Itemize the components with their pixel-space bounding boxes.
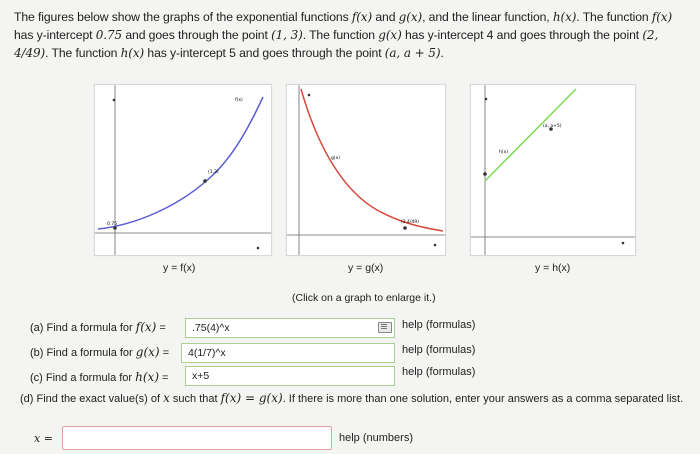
f-curve <box>98 97 263 229</box>
g-curve <box>301 89 443 231</box>
intro-text: has y-intercept <box>14 28 96 42</box>
graph-f-plot <box>95 85 271 255</box>
help-numbers-link[interactable]: help (numbers) <box>339 432 413 444</box>
problem-statement <box>14 8 690 62</box>
math-g-point: (2, 4/49) <box>14 28 659 60</box>
intro-text: . The function <box>302 28 379 42</box>
f-curve-label: f(x) <box>235 98 243 103</box>
equals-sign: = <box>156 322 166 334</box>
h-line <box>485 89 576 181</box>
question-text: (b) Find a formula for <box>30 347 136 359</box>
f-point <box>203 179 207 183</box>
h-intercept-point <box>483 172 487 176</box>
graph-h-thumbnail[interactable] <box>470 84 636 256</box>
math-f: f(x) <box>351 10 373 24</box>
question-text: (a) Find a formula for <box>30 322 136 334</box>
math-f-point: (1, 3) <box>271 28 303 42</box>
graph-h-plot <box>471 85 635 255</box>
axis-arrow <box>434 244 437 247</box>
h-curve-label: h(x) <box>499 150 509 155</box>
question-text: (c) Find a formula for <box>30 372 136 384</box>
intro-text: and <box>372 10 399 24</box>
question-c-label <box>30 370 168 384</box>
math-g: g(x) <box>378 28 402 42</box>
graph-g-plot <box>287 85 445 255</box>
math-g: g(x) <box>135 345 160 359</box>
answer-input-h[interactable]: x+5 <box>185 366 395 386</box>
axis-arrow <box>113 99 116 102</box>
intro-text: The figures below show the graphs of the exponential functions <box>14 10 352 24</box>
math-f: f(x) <box>135 320 157 334</box>
question-a-label <box>30 320 166 334</box>
keyboard-icon[interactable] <box>378 322 392 333</box>
g-point-label: (2,4/49) <box>401 220 419 225</box>
math-h: h(x) <box>552 10 577 24</box>
intro-text: . The function <box>576 10 652 24</box>
axis-arrow <box>257 247 260 250</box>
graph-f-thumbnail[interactable] <box>94 84 272 256</box>
intro-text: , and the linear function, <box>422 10 553 24</box>
help-formulas-link[interactable]: help (formulas) <box>402 344 476 356</box>
answer-input-x[interactable] <box>62 426 332 450</box>
math-h: h(x) <box>120 46 145 60</box>
axis-arrow <box>485 98 488 101</box>
answer-input-f[interactable]: .75(4)^x <box>185 318 395 338</box>
help-formulas-link[interactable]: help (formulas) <box>402 366 476 378</box>
math-f: f(x) <box>651 10 673 24</box>
graph-f-caption: y = f(x) <box>163 262 196 274</box>
question-d-text <box>20 390 690 407</box>
intro-text: . The function <box>45 46 121 60</box>
enlarge-hint: (Click on a graph to enlarge it.) <box>292 292 436 304</box>
g-curve-label: g(x) <box>331 156 341 161</box>
graph-g-caption: y = g(x) <box>348 262 384 274</box>
math-equation: f(x) = g(x) <box>220 391 283 405</box>
f-point-label: (1,3) <box>208 170 219 175</box>
graph-h-caption: y = h(x) <box>535 262 571 274</box>
intro-text: . <box>440 46 444 60</box>
question-text: such that <box>169 393 221 405</box>
math-h: h(x) <box>135 370 159 384</box>
math-h-point: (a, a + 5) <box>384 46 441 60</box>
graph-g-thumbnail[interactable] <box>286 84 446 256</box>
intro-text: has y-intercept 5 and goes through the point <box>144 46 385 60</box>
intro-text: has y-intercept 4 and goes through the point <box>401 28 643 42</box>
f-intercept-label: 0.75 <box>107 222 118 227</box>
math-g: g(x) <box>398 10 423 24</box>
equals-sign: = <box>159 372 169 384</box>
axis-arrow <box>308 94 311 97</box>
question-text: . If there is more than one solution, enter your answers as a comma separated list. <box>282 393 684 405</box>
help-formulas-link[interactable]: help (formulas) <box>402 319 476 331</box>
axis-arrow <box>622 242 625 245</box>
g-point <box>403 226 407 230</box>
answer-input-g[interactable]: 4(1/7)^x <box>181 343 395 363</box>
math-f-intercept: 0.75 <box>95 28 123 42</box>
math-x: x <box>163 391 170 405</box>
intro-text: and goes through the point <box>122 28 272 42</box>
equals-sign: = <box>159 347 170 359</box>
question-text: (d) Find the exact value(s) of <box>20 393 164 405</box>
h-point-label: (a, a+5) <box>543 124 562 129</box>
x-equals-label: x = <box>34 432 53 445</box>
question-b-label <box>30 345 169 359</box>
